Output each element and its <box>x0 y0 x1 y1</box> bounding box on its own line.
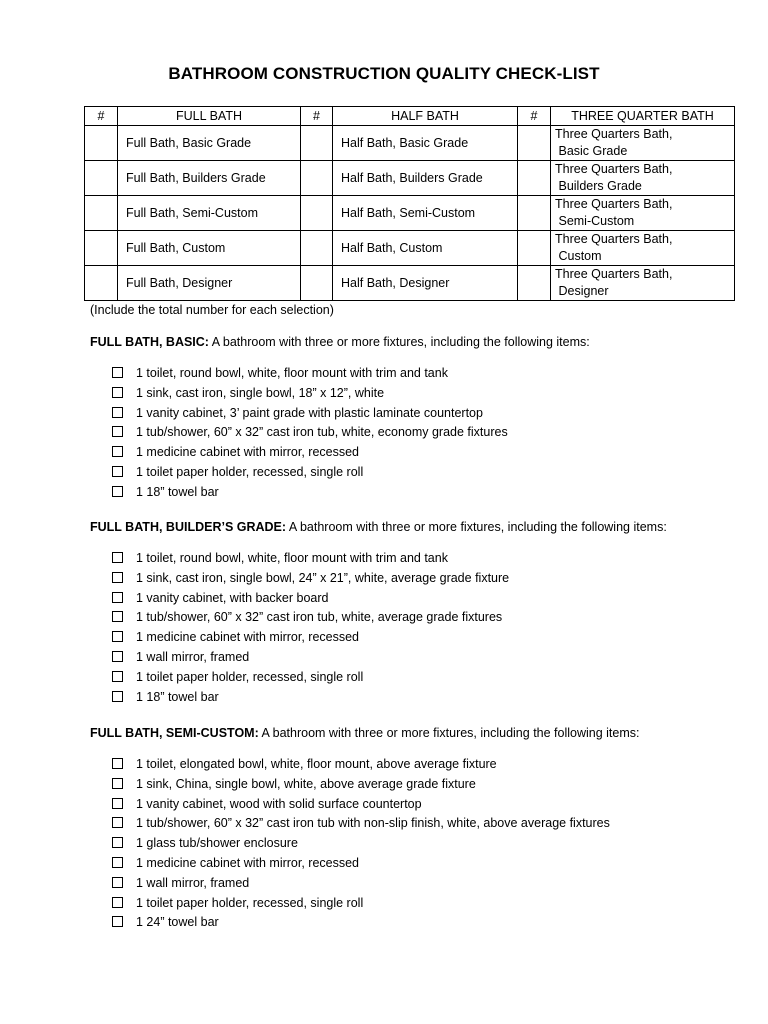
three-quarter-bath-count-cell[interactable] <box>518 196 551 231</box>
half-bath-count-cell[interactable] <box>301 196 333 231</box>
checkbox[interactable] <box>112 611 123 622</box>
option-line: Basic Grade <box>558 144 628 158</box>
checklist-item <box>112 775 730 795</box>
section-heading: FULL BATH, BUILDER’S GRADE: <box>90 520 287 534</box>
column-header-half-bath: HALF BATH <box>333 107 518 126</box>
checklist <box>90 755 730 933</box>
checklist-item <box>112 423 730 443</box>
checklist-item <box>112 589 730 609</box>
checkbox[interactable] <box>112 446 123 457</box>
checklist-item <box>112 854 730 874</box>
column-header-three-quarter-bath: THREE QUARTER BATH <box>551 107 735 126</box>
half-bath-count-cell[interactable] <box>301 161 333 196</box>
table-row <box>85 126 735 161</box>
checkbox[interactable] <box>112 837 123 848</box>
checklist-item <box>112 688 730 708</box>
half-bath-option: Half Bath, Builders Grade <box>333 161 518 196</box>
checkbox[interactable] <box>112 778 123 789</box>
document-title: BATHROOM CONSTRUCTION QUALITY CHECK-LIST <box>168 64 600 83</box>
column-header-count: # <box>301 107 333 126</box>
column-header-count: # <box>518 107 551 126</box>
checkbox[interactable] <box>112 552 123 563</box>
checklist-item-label: 1 sink, cast iron, single bowl, 18” x 12”, white <box>136 385 385 400</box>
checkbox[interactable] <box>112 798 123 809</box>
checklist <box>90 549 730 707</box>
checklist-item-label: 1 18” towel bar <box>136 484 219 499</box>
section-intro <box>90 335 730 349</box>
full-bath-count-cell[interactable] <box>85 196 118 231</box>
section-heading: FULL BATH, SEMI-CUSTOM: <box>90 726 259 740</box>
checklist-item-label: 1 vanity cabinet, wood with solid surface countertop <box>136 796 422 811</box>
section-description: A bathroom with three or more fixtures, including the following items: <box>258 726 640 740</box>
half-bath-option: Half Bath, Basic Grade <box>333 126 518 161</box>
checklist-item-label: 1 24” towel bar <box>136 915 219 930</box>
option-line: Three Quarters Bath, <box>555 162 673 176</box>
three-quarter-bath-option <box>551 161 735 196</box>
option-line: Three Quarters Bath, <box>555 232 673 246</box>
table-row <box>85 266 735 301</box>
full-bath-option: Full Bath, Designer <box>118 266 301 301</box>
checkbox[interactable] <box>112 631 123 642</box>
table-row <box>85 161 735 196</box>
column-header-full-bath: FULL BATH <box>118 107 301 126</box>
checkbox[interactable] <box>112 651 123 662</box>
checklist-item-label: 1 toilet paper holder, recessed, single roll <box>136 464 364 479</box>
full-bath-option: Full Bath, Custom <box>118 231 301 266</box>
checklist-item-label: 1 tub/shower, 60” x 32” cast iron tub, white, economy grade fixtures <box>136 425 508 440</box>
checklist-item <box>112 364 730 384</box>
checkbox[interactable] <box>112 407 123 418</box>
three-quarter-bath-count-cell[interactable] <box>518 266 551 301</box>
checklist-item <box>112 814 730 834</box>
checklist-item-label: 1 glass tub/shower enclosure <box>136 836 298 851</box>
checklist-item <box>112 668 730 688</box>
checklist-item <box>112 569 730 589</box>
half-bath-count-cell[interactable] <box>301 266 333 301</box>
checklist-item <box>112 834 730 854</box>
selection-note: (Include the total number for each selection) <box>90 303 334 317</box>
checkbox[interactable] <box>112 592 123 603</box>
checklist-item-label: 1 toilet paper holder, recessed, single roll <box>136 895 364 910</box>
three-quarter-bath-count-cell[interactable] <box>518 161 551 196</box>
option-line: Three Quarters Bath, <box>555 197 673 211</box>
checklist-item-label: 1 medicine cabinet with mirror, recessed <box>136 445 360 460</box>
section-description: A bathroom with three or more fixtures, including the following items: <box>286 520 667 534</box>
half-bath-option: Half Bath, Semi-Custom <box>333 196 518 231</box>
full-bath-option: Full Bath, Semi-Custom <box>118 196 301 231</box>
checklist-item <box>112 894 730 914</box>
checkbox[interactable] <box>112 897 123 908</box>
checkbox[interactable] <box>112 916 123 927</box>
full-bath-option: Full Bath, Builders Grade <box>118 161 301 196</box>
column-header-count: # <box>85 107 118 126</box>
checklist-item <box>112 755 730 775</box>
half-bath-option: Half Bath, Custom <box>333 231 518 266</box>
checklist-item-label: 1 tub/shower, 60” x 32” cast iron tub with non-slip finish, white, above average fixtures <box>136 816 610 831</box>
checkbox[interactable] <box>112 671 123 682</box>
checkbox[interactable] <box>112 857 123 868</box>
checklist-item <box>112 874 730 894</box>
checklist-item <box>112 608 730 628</box>
section-full-bath-semi-custom <box>90 726 730 933</box>
full-bath-count-cell[interactable] <box>85 126 118 161</box>
full-bath-option: Full Bath, Basic Grade <box>118 126 301 161</box>
checklist-item <box>112 384 730 404</box>
checklist-item <box>112 549 730 569</box>
option-line: Custom <box>558 249 602 263</box>
checklist-item <box>112 443 730 463</box>
section-full-bath-builders-grade <box>90 520 730 707</box>
selection-table <box>84 106 735 301</box>
checklist-item-label: 1 toilet paper holder, recessed, single roll <box>136 669 364 684</box>
section-heading: FULL BATH, BASIC: <box>90 335 209 349</box>
checklist-item-label: 1 sink, China, single bowl, white, above average grade fixture <box>136 776 476 791</box>
option-line: Builders Grade <box>558 179 642 193</box>
checklist-item-label: 1 sink, cast iron, single bowl, 24” x 21”, white, average grade fixture <box>136 570 510 585</box>
checklist-item-label: 1 medicine cabinet with mirror, recessed <box>136 630 360 645</box>
option-line: Designer <box>558 284 609 298</box>
checklist-item <box>112 913 730 933</box>
checkbox[interactable] <box>112 758 123 769</box>
checklist-item-label: 1 vanity cabinet, 3’ paint grade with plastic laminate countertop <box>136 405 483 420</box>
three-quarter-bath-option <box>551 196 735 231</box>
half-bath-option: Half Bath, Designer <box>333 266 518 301</box>
checklist-item <box>112 648 730 668</box>
full-bath-count-cell[interactable] <box>85 231 118 266</box>
section-intro <box>90 726 730 740</box>
checklist-item <box>112 795 730 815</box>
checklist-item <box>112 628 730 648</box>
option-line: Three Quarters Bath, <box>555 127 673 141</box>
section-description: A bathroom with three or more fixtures, including the following items: <box>208 335 590 349</box>
full-bath-count-cell[interactable] <box>85 161 118 196</box>
half-bath-count-cell[interactable] <box>301 126 333 161</box>
checklist-item-label: 1 wall mirror, framed <box>136 875 250 890</box>
checkbox[interactable] <box>112 466 123 477</box>
three-quarter-bath-count-cell[interactable] <box>518 231 551 266</box>
checklist-item-label: 1 toilet, round bowl, white, floor mount with trim and tank <box>136 551 448 565</box>
table-header-row <box>85 107 735 126</box>
checklist-item-label: 1 toilet, round bowl, white, floor mount with trim and tank <box>136 366 448 380</box>
half-bath-count-cell[interactable] <box>301 231 333 266</box>
three-quarter-bath-option <box>551 126 735 161</box>
checklist-item <box>112 404 730 424</box>
checkbox[interactable] <box>112 426 123 437</box>
option-line: Semi-Custom <box>558 214 635 228</box>
checklist-item <box>112 483 730 503</box>
three-quarter-bath-option <box>551 231 735 266</box>
three-quarter-bath-count-cell[interactable] <box>518 126 551 161</box>
full-bath-count-cell[interactable] <box>85 266 118 301</box>
checkbox[interactable] <box>112 572 123 583</box>
checklist-item-label: 1 vanity cabinet, with backer board <box>136 590 329 605</box>
option-line: Three Quarters Bath, <box>555 267 673 281</box>
checkbox[interactable] <box>112 387 123 398</box>
checkbox[interactable] <box>112 877 123 888</box>
table-row <box>85 231 735 266</box>
three-quarter-bath-option <box>551 266 735 301</box>
section-full-bath-basic <box>90 335 730 503</box>
table-row <box>85 196 735 231</box>
checklist-item-label: 1 tub/shower, 60” x 32” cast iron tub, white, average grade fixtures <box>136 610 503 625</box>
checklist-item-label: 1 toilet, elongated bowl, white, floor mount, above average fixture <box>136 757 497 771</box>
section-intro <box>90 520 730 534</box>
checklist <box>90 364 730 503</box>
checklist-item-label: 1 18” towel bar <box>136 689 219 704</box>
checkbox[interactable] <box>112 486 123 497</box>
checkbox[interactable] <box>112 817 123 828</box>
checklist-item-label: 1 medicine cabinet with mirror, recessed <box>136 855 360 870</box>
checkbox[interactable] <box>112 367 123 378</box>
checkbox[interactable] <box>112 691 123 702</box>
checklist-item-label: 1 wall mirror, framed <box>136 649 250 664</box>
checklist-item <box>112 463 730 483</box>
